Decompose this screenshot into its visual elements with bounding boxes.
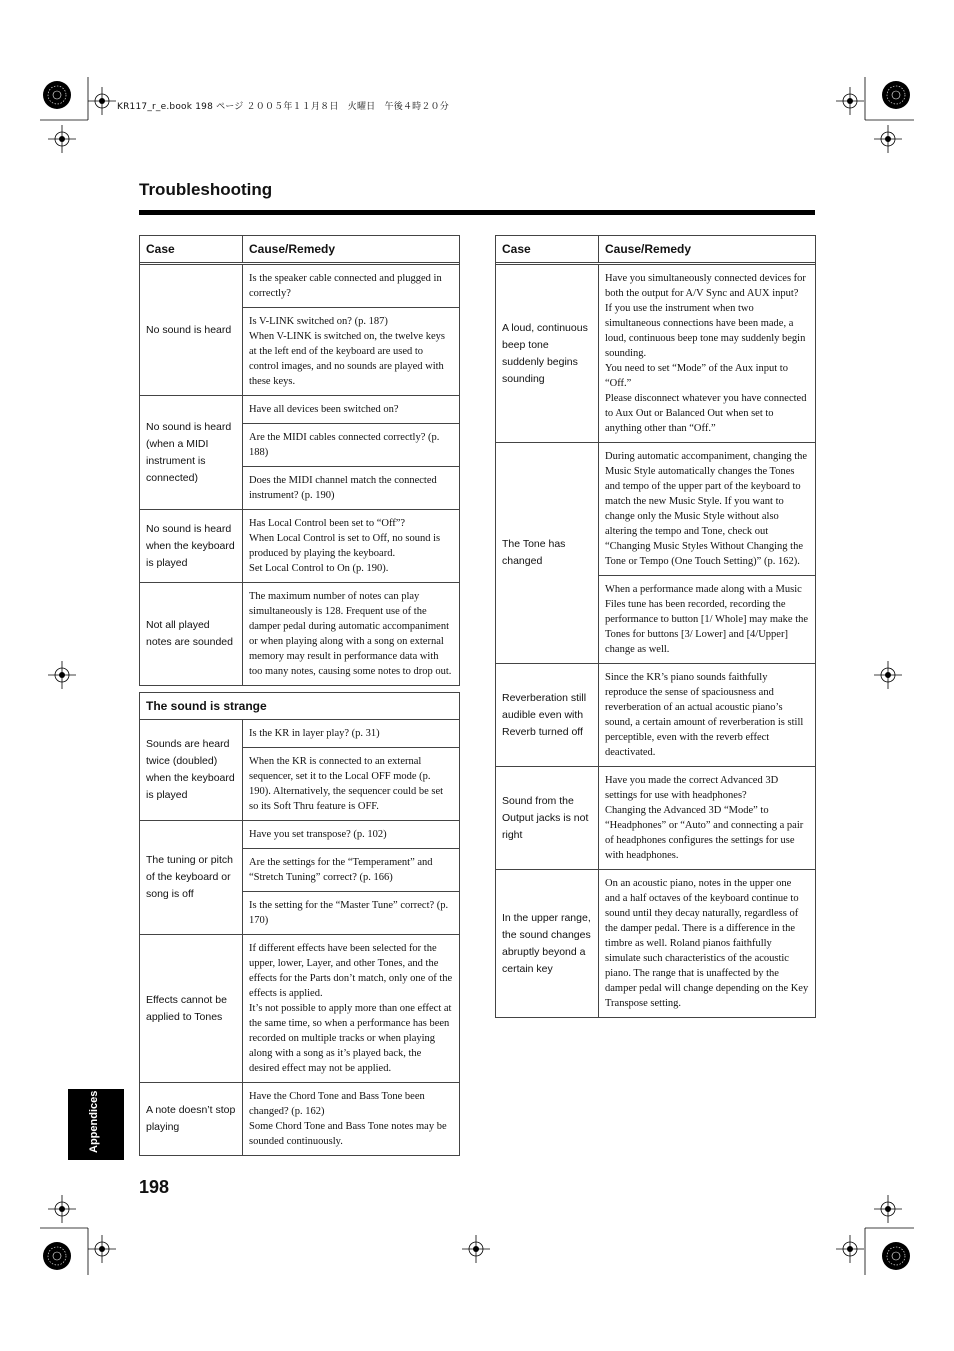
- table-row: [496, 265, 816, 443]
- table-row: [140, 265, 460, 308]
- print-header: KR117_r_e.book 198 ページ ２００５年１１月８日 火曜日 午後４時２０分: [117, 102, 449, 112]
- section-tab-label: Appendices: [88, 1090, 100, 1153]
- troubleshooting-table-strange: [139, 692, 460, 1156]
- remedy-cell: Have you made the correct Advanced 3D settings for use with headphones? Changing the Advanced 3D “Mode” to “Headphones” or “Auto” and connecting a pair of headphones configures the settings for use with headphones.: [599, 767, 816, 870]
- remedy-cell: When a performance made along with a Music Files tune has been recorded, recording the performance to button [1/ Whole] may make the Tones for buttons [3/ Lower] and [4/Upper] change as well.: [599, 576, 816, 664]
- remedy-cell: During automatic accompaniment, changing the Music Style automatically changes the Tones and tempo of the upper part of the keyboard to match the new Music Style. If you want to change only the Music Style without also altering the tempo and Tone, check out “Changing Music Styles Without Changing the Tone or Tempo (One Touch Setting)” (p. 162).: [599, 443, 816, 576]
- column-header-remedy: Cause/Remedy: [599, 236, 816, 263]
- column-header-case: Case: [496, 236, 599, 263]
- case-cell: A loud, continuous beep tone suddenly begins sounding: [496, 265, 599, 443]
- table-row: [140, 583, 460, 686]
- remedy-cell: Is the speaker cable connected and plugged in correctly?: [243, 265, 460, 308]
- remedy-cell: When the KR is connected to an external sequencer, set it to the Local OFF mode (p. 190). Alternatively, the sequencer could be set so its Soft Thru feature is OFF.: [243, 748, 460, 821]
- remedy-cell: Are the MIDI cables connected correctly? (p. 188): [243, 424, 460, 467]
- remedy-cell: On an acoustic piano, notes in the upper one and a half octaves of the keyboard continue to sound until they decay naturally, regardless of the damper pedal. There is a difference in the timbre as well. Roland pianos faithfully simulate such characteristics of the acoustic piano. The range that is unaffected by the damper pedal will change depending on the Key Transpose setting.: [599, 870, 816, 1018]
- remedy-cell: Have all devices been switched on?: [243, 396, 460, 424]
- case-cell: Reverberation still audible even with Reverb turned off: [496, 664, 599, 767]
- table-row: [140, 396, 460, 424]
- column-header-case: Case: [140, 236, 243, 263]
- subsection-title: The sound is strange: [140, 693, 460, 720]
- remedy-cell: Is the KR in layer play? (p. 31): [243, 720, 460, 748]
- case-cell: The tuning or pitch of the keyboard or song is off: [140, 821, 243, 935]
- remedy-cell: The maximum number of notes can play simultaneously is 128. Frequent use of the damper pedal during automatic accompaniment or when playing along with a song on external memory may result in performance data with too many notes, causing some notes to drop out.: [243, 583, 460, 686]
- case-cell: Effects cannot be applied to Tones: [140, 935, 243, 1083]
- table-row: [496, 767, 816, 870]
- table-row: [496, 443, 816, 576]
- remedy-cell: Has Local Control been set to “Off”? When Local Control is set to Off, no sound is produced by playing the keyboard. Set Local Control to On (p. 190).: [243, 510, 460, 583]
- remedy-cell: Are the settings for the “Temperament” and “Stretch Tuning” correct? (p. 166): [243, 849, 460, 892]
- table-row: [140, 720, 460, 748]
- column-header-remedy: Cause/Remedy: [243, 236, 460, 263]
- case-cell: The Tone has changed: [496, 443, 599, 664]
- table-header-row: [496, 236, 816, 263]
- table-row: [140, 935, 460, 1083]
- table-row: [140, 821, 460, 849]
- remedy-cell: Does the MIDI channel match the connected instrument? (p. 190): [243, 467, 460, 510]
- troubleshooting-table-right: [495, 235, 816, 1018]
- case-cell: In the upper range, the sound changes abruptly beyond a certain key: [496, 870, 599, 1018]
- case-cell: Sound from the Output jacks is not right: [496, 767, 599, 870]
- case-cell: Sounds are heard twice (doubled) when the keyboard is played: [140, 720, 243, 821]
- page-title: Troubleshooting: [139, 180, 273, 199]
- remedy-cell: Have you set transpose? (p. 102): [243, 821, 460, 849]
- remedy-cell: If different effects have been selected for the upper, lower, Layer, and other Tones, and the effects for the Parts don’t match, only one of the effects is applied. It’s not possible to apply more than one effect at the same time, so when a performance has been recorded on multiple tracks or when playing along with a song as it’s played back, the desired effect may not be applied.: [243, 935, 460, 1083]
- troubleshooting-table-left: [139, 235, 460, 686]
- case-cell: A note doesn’t stop playing: [140, 1083, 243, 1156]
- table-row: [496, 870, 816, 1018]
- case-cell: No sound is heard (when a MIDI instrument is connected): [140, 396, 243, 510]
- page-number: 198: [139, 1177, 170, 1197]
- remedy-cell: Have the Chord Tone and Bass Tone been changed? (p. 162) Some Chord Tone and Bass Tone notes may be sounded continuously.: [243, 1083, 460, 1156]
- remedy-cell: Since the KR’s piano sounds faithfully reproduce the sense of spaciousness and reverberation of an actual acoustic piano’s sound, a certain amount of reverberation is still perceptible, even with the reverb effect deactivated.: [599, 664, 816, 767]
- case-cell: Not all played notes are sounded: [140, 583, 243, 686]
- remedy-cell: Is V-LINK switched on? (p. 187) When V-LINK is switched on, the twelve keys at the left end of the keyboard are used to control images, and no sounds are played with these keys.: [243, 308, 460, 396]
- table-row: [140, 510, 460, 583]
- case-cell: No sound is heard: [140, 265, 243, 396]
- section-tab: [68, 1089, 124, 1160]
- table-row: [496, 664, 816, 767]
- table-header-row: [140, 236, 460, 263]
- title-rule: [139, 210, 815, 215]
- remedy-cell: Have you simultaneously connected devices for both the output for A/V Sync and AUX input? If you use the instrument when two simultaneous connections have been made, a loud, continuous beep tone may suddenly begin sounding. You need to set “Mode” of the Aux input to “Off.” Please disconnect whatever you have connected to Aux Out or Balanced Out when set to anything other than “Off.”: [599, 265, 816, 443]
- case-cell: No sound is heard when the keyboard is played: [140, 510, 243, 583]
- remedy-cell: Is the setting for the “Master Tune” correct? (p. 170): [243, 892, 460, 935]
- table-row: [140, 1083, 460, 1156]
